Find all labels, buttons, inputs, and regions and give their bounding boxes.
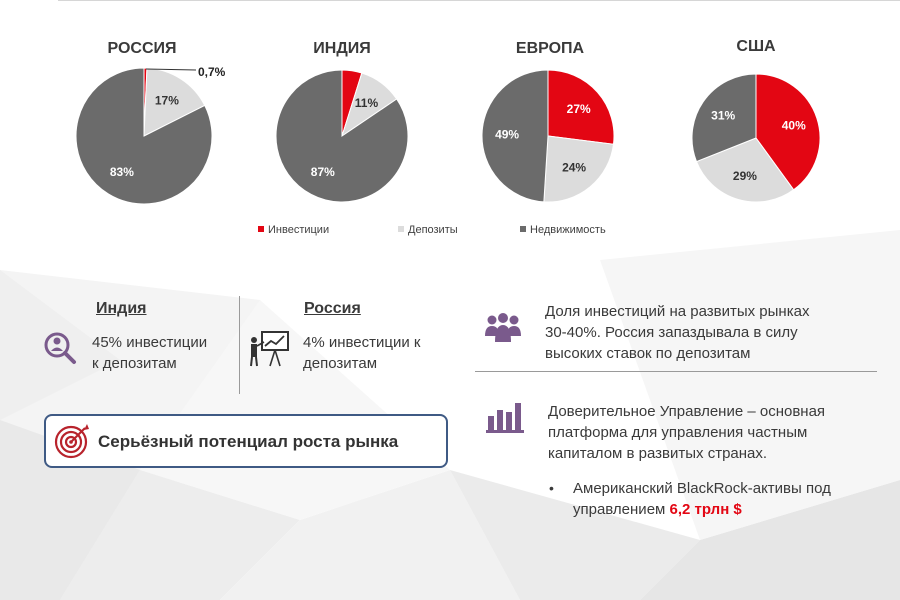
legend-item-deposits — [398, 224, 458, 236]
compare-text-india-line1: 45% инвестиции — [92, 334, 208, 351]
bar-chart-icon — [486, 400, 524, 434]
pie-label-europe-realty: 49% — [495, 127, 520, 142]
compare-title-russia: Россия — [304, 300, 361, 317]
compare-text-russia-line2: депозитам — [303, 355, 378, 372]
developed-markets-line3: высоких ставок по депозитам — [545, 345, 751, 362]
pie-label-europe-investments: 27% — [566, 101, 591, 116]
pie-label-russia-deposits: 17% — [154, 93, 179, 108]
pie-chart-usa — [690, 72, 830, 212]
pie-label-india-realty: 87% — [310, 165, 335, 180]
legend-label: Депозиты — [408, 224, 458, 236]
horizontal-divider — [475, 371, 877, 372]
blackrock-line2-prefix: управлением — [573, 501, 670, 518]
group-icon — [484, 312, 522, 346]
pie-label-usa-deposits: 29% — [732, 169, 757, 184]
bullet-mark: • — [549, 480, 554, 496]
developed-markets-line1: Доля инвестиций на развитых рынках — [545, 303, 810, 320]
legend-item-realty — [520, 224, 606, 236]
pie-chart-russia — [68, 62, 238, 212]
growth-callout — [44, 414, 448, 468]
developed-markets-text — [545, 301, 809, 364]
developed-markets-line2: 30-40%. Россия запаздывала в силу — [545, 324, 798, 341]
trust-management-line3: капиталом в развитых странах. — [548, 445, 768, 462]
top-divider — [58, 0, 900, 1]
target-icon — [54, 423, 90, 459]
callout-text: Серьёзный потенциал роста рынка — [98, 432, 399, 451]
legend-label: Инвестиции — [268, 224, 330, 236]
presenter-chart-icon — [246, 330, 290, 370]
compare-title-india: Индия — [96, 300, 147, 317]
pie-label-usa-investments: 40% — [781, 118, 806, 133]
legend-swatch — [398, 226, 404, 232]
search-person-icon — [42, 330, 78, 366]
pie-label-usa-realty: 31% — [711, 108, 736, 123]
chart-title-russia: РОССИЯ — [107, 40, 177, 57]
compare-text-india — [92, 332, 207, 374]
trust-management-line1: Доверительное Управление – основная — [548, 403, 826, 420]
legend-swatch — [258, 226, 264, 232]
pie-label-india-investments — [345, 62, 363, 64]
pie-chart-india — [272, 62, 422, 212]
legend-item-investments — [258, 224, 329, 236]
chart-title-india: ИНДИЯ — [313, 40, 371, 57]
compare-text-india-line2: к депозитам — [92, 355, 177, 372]
compare-text-russia — [303, 332, 420, 374]
blackrock-line2 — [573, 499, 831, 520]
blackrock-highlight: 6,2 трлн $ — [669, 501, 742, 518]
legend-label: Недвижимость — [530, 224, 606, 236]
trust-management-line2: платформа для управления частным — [548, 424, 808, 441]
legend-swatch — [520, 226, 526, 232]
chart-title-usa: США — [736, 38, 776, 55]
pie-chart-europe — [478, 62, 628, 212]
pie-label-europe-deposits: 24% — [562, 160, 587, 175]
blackrock-text — [573, 478, 831, 520]
vertical-divider — [239, 296, 240, 394]
chart-title-europe: ЕВРОПА — [515, 40, 585, 57]
pie-label-russia-realty: 83% — [109, 164, 134, 179]
blackrock-bullet — [549, 480, 554, 496]
compare-text-russia-line1: 4% инвестиции к — [303, 334, 421, 351]
trust-management-text — [548, 401, 825, 464]
pie-label-india-deposits: 11% — [354, 96, 379, 111]
pie-outside-label-russia: 0,7% — [198, 65, 226, 79]
blackrock-line1: Американский BlackRock-активы под — [573, 480, 831, 497]
